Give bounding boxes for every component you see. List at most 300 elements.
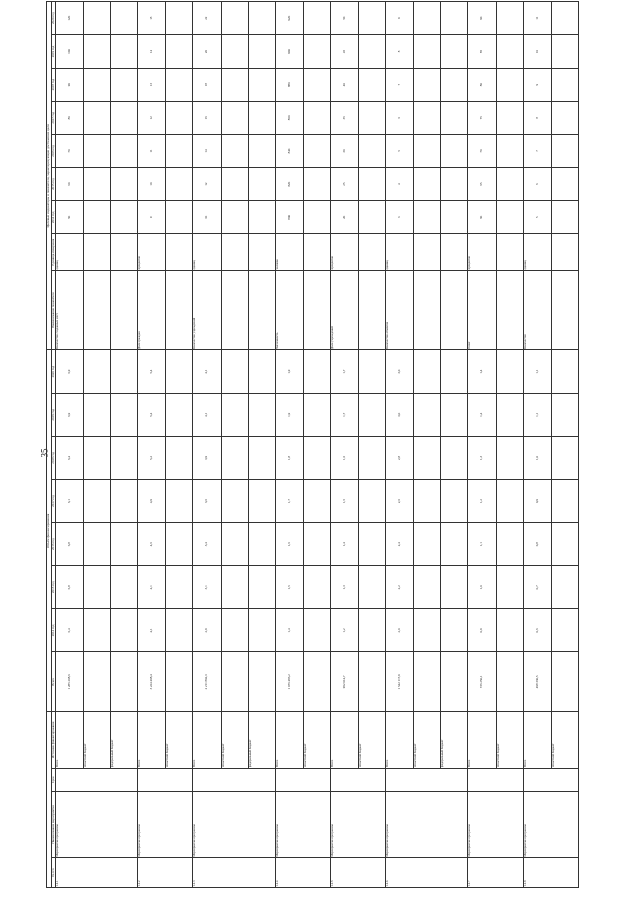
table-cell: 2,4 bbox=[386, 523, 414, 566]
table-cell bbox=[359, 480, 386, 523]
table-cell: 5,4 bbox=[138, 350, 166, 393]
table-row bbox=[193, 2, 221, 888]
table-cell: 8 bbox=[523, 101, 551, 134]
table-cell: 50 bbox=[55, 201, 83, 234]
column-header: 2015 год bbox=[51, 566, 55, 609]
table-cell: Мероприятие программы bbox=[386, 791, 468, 857]
table-cell bbox=[496, 270, 523, 350]
table-cell bbox=[359, 652, 386, 712]
table-cell bbox=[496, 609, 523, 652]
table-cell bbox=[551, 566, 578, 609]
table-cell: 1,2 bbox=[468, 480, 496, 523]
table-cell bbox=[496, 134, 523, 167]
table-cell: 1.2.6 bbox=[386, 858, 468, 888]
table-cell: 1,9 bbox=[275, 350, 303, 393]
table-row bbox=[55, 2, 83, 888]
table-cell bbox=[496, 201, 523, 234]
table-cell: 90 bbox=[468, 2, 496, 35]
table-cell: 800 bbox=[275, 201, 303, 234]
table-cell bbox=[551, 652, 578, 712]
column-header: Источник финансирования bbox=[51, 712, 55, 768]
table-cell bbox=[303, 134, 330, 167]
table-cell: 85 bbox=[468, 35, 496, 68]
table-cell bbox=[359, 436, 386, 479]
table-cell bbox=[84, 436, 111, 479]
table-cell: 6,4 bbox=[55, 436, 83, 479]
table-cell: 3,6 bbox=[193, 480, 221, 523]
table-cell bbox=[359, 609, 386, 652]
table-cell: 14 bbox=[138, 35, 166, 68]
table-cell: 2,9 bbox=[193, 609, 221, 652]
table-cell: единиц bbox=[523, 234, 551, 270]
table-cell bbox=[303, 234, 330, 270]
table-cell: областной бюджет bbox=[221, 712, 248, 768]
table-row bbox=[166, 2, 193, 888]
table-cell: 0,9 bbox=[468, 609, 496, 652]
table-cell bbox=[84, 523, 111, 566]
table-cell bbox=[441, 350, 468, 393]
table-cell bbox=[84, 480, 111, 523]
table-cell: 1.2.8 bbox=[523, 858, 578, 888]
table-cell bbox=[248, 2, 275, 35]
table-cell bbox=[551, 201, 578, 234]
table-cell: 1,8 bbox=[275, 436, 303, 479]
table-cell bbox=[166, 234, 193, 270]
table-cell: 50 bbox=[330, 2, 358, 35]
table-cell: 5 bbox=[386, 134, 414, 167]
table-cell bbox=[248, 436, 275, 479]
table-cell: областной бюджет bbox=[551, 712, 578, 768]
table-cell bbox=[303, 566, 330, 609]
table-cell: 1.2.1 bbox=[55, 858, 137, 888]
table-cell: Всего bbox=[523, 712, 551, 768]
table-cell bbox=[359, 134, 386, 167]
table-cell bbox=[166, 436, 193, 479]
table-cell bbox=[303, 168, 330, 201]
column-header: 2017 год bbox=[51, 101, 55, 134]
table-cell bbox=[303, 201, 330, 234]
table-cell bbox=[84, 2, 111, 35]
table-cell: 6 bbox=[386, 101, 414, 134]
table-cell: Мероприятие программы bbox=[523, 791, 578, 857]
table-cell: 860 bbox=[275, 101, 303, 134]
table-cell: 1,3 bbox=[330, 566, 358, 609]
table-cell: областной бюджет bbox=[496, 712, 523, 768]
table-cell bbox=[111, 201, 138, 234]
table-cell bbox=[166, 566, 193, 609]
table-cell bbox=[248, 101, 275, 134]
table-cell: 1,9 bbox=[275, 393, 303, 436]
table-cell bbox=[111, 609, 138, 652]
table-cell bbox=[359, 2, 386, 35]
column-header: 2018 год bbox=[51, 68, 55, 101]
table-cell: 100 bbox=[55, 35, 83, 68]
table-cell: 75 bbox=[468, 101, 496, 134]
table-cell: 9 bbox=[138, 201, 166, 234]
table-cell: 5,4 bbox=[138, 393, 166, 436]
table-cell bbox=[111, 393, 138, 436]
table-cell bbox=[303, 436, 330, 479]
table-cell: 1,5 bbox=[275, 566, 303, 609]
table-cell bbox=[111, 270, 138, 350]
table-cell bbox=[551, 134, 578, 167]
table-cell bbox=[111, 566, 138, 609]
table-cell: 11 bbox=[138, 134, 166, 167]
table-cell: 962 014,7 bbox=[330, 652, 358, 712]
column-header: 2018 год bbox=[51, 436, 55, 479]
table-cell: 45 bbox=[330, 35, 358, 68]
table-cell bbox=[441, 2, 468, 35]
table-cell: 25 bbox=[330, 168, 358, 201]
table-cell: Охват bbox=[468, 270, 496, 350]
table-cell bbox=[221, 2, 248, 35]
table-cell bbox=[414, 101, 441, 134]
table-cell: 1,5 bbox=[330, 480, 358, 523]
table-cell: Мероприятие программы bbox=[330, 791, 385, 857]
table-cell: 4,1 bbox=[138, 566, 166, 609]
table-cell bbox=[303, 609, 330, 652]
table-cell bbox=[414, 480, 441, 523]
table-row bbox=[386, 2, 414, 888]
table-cell bbox=[166, 2, 193, 35]
table-cell: единиц bbox=[55, 234, 83, 270]
table-cell: 1,2 bbox=[330, 609, 358, 652]
table-cell bbox=[441, 68, 468, 101]
column-header: 2014 год bbox=[51, 609, 55, 652]
table-row bbox=[303, 2, 330, 888]
table-row bbox=[221, 2, 248, 888]
table-cell bbox=[414, 201, 441, 234]
table-cell bbox=[441, 652, 468, 712]
table-cell: 18 bbox=[193, 68, 221, 101]
table-cell bbox=[303, 652, 330, 712]
table-cell: 1.2.4 bbox=[275, 858, 330, 888]
table-cell bbox=[414, 609, 441, 652]
table-cell bbox=[166, 393, 193, 436]
table-cell bbox=[221, 101, 248, 134]
table-cell bbox=[84, 566, 111, 609]
table-cell bbox=[441, 566, 468, 609]
table-cell bbox=[84, 168, 111, 201]
table-row bbox=[414, 2, 441, 888]
column-header: 2019 год bbox=[51, 35, 55, 68]
table-cell bbox=[248, 234, 275, 270]
table-cell: областной бюджет bbox=[414, 712, 441, 768]
table-cell bbox=[111, 134, 138, 167]
table-cell: 2,0 bbox=[386, 609, 414, 652]
table-cell: 0,9 bbox=[523, 480, 551, 523]
table-cell: 14 bbox=[193, 134, 221, 167]
table-cell: процентов bbox=[138, 234, 166, 270]
table-cell bbox=[84, 393, 111, 436]
table-cell bbox=[111, 350, 138, 393]
table-cell: 4,1 bbox=[193, 350, 221, 393]
table-cell: 9 bbox=[523, 68, 551, 101]
table-cell: 20 bbox=[193, 35, 221, 68]
table-cell: 1,7 bbox=[275, 480, 303, 523]
header-indicators: Целевые индикаторы и показатели, характеризующие достижение цели bbox=[47, 2, 52, 351]
table-cell bbox=[551, 270, 578, 350]
table-cell: областной бюджет bbox=[303, 712, 330, 768]
table-row bbox=[551, 2, 578, 888]
table-cell: 6,4 bbox=[55, 609, 83, 652]
column-header: 2014 год bbox=[51, 201, 55, 234]
table-cell bbox=[111, 35, 138, 68]
table-cell bbox=[248, 652, 275, 712]
table-cell: единиц bbox=[386, 234, 414, 270]
table-cell: 120 bbox=[55, 2, 83, 35]
table-cell: 8 bbox=[386, 35, 414, 68]
table-cell bbox=[221, 350, 248, 393]
table-cell bbox=[359, 201, 386, 234]
table-cell bbox=[551, 480, 578, 523]
table-cell bbox=[166, 480, 193, 523]
table-cell: Мероприятие программы bbox=[275, 791, 330, 857]
table-cell: 2 211 802,3 bbox=[193, 652, 221, 712]
table-cell bbox=[248, 168, 275, 201]
table-cell bbox=[359, 566, 386, 609]
table-cell bbox=[414, 350, 441, 393]
table-cell: 7 bbox=[523, 134, 551, 167]
table-cell: 1,3 bbox=[468, 436, 496, 479]
table-cell bbox=[496, 168, 523, 201]
table-cell bbox=[84, 134, 111, 167]
column-header: № п/п bbox=[51, 858, 55, 888]
table-cell bbox=[248, 393, 275, 436]
table-cell: 5 bbox=[523, 201, 551, 234]
table-cell bbox=[111, 523, 138, 566]
table-cell: 40 bbox=[330, 68, 358, 101]
table-cell: 736 250,1 bbox=[468, 652, 496, 712]
table-cell bbox=[303, 350, 330, 393]
table-cell bbox=[248, 566, 275, 609]
table-cell bbox=[84, 270, 111, 350]
table-cell: 920 bbox=[275, 2, 303, 35]
table-cell bbox=[166, 101, 193, 134]
table-cell: 0,8 bbox=[523, 523, 551, 566]
table-cell bbox=[441, 523, 468, 566]
table-cell bbox=[496, 35, 523, 68]
table-row bbox=[441, 2, 468, 888]
table-cell: 80 bbox=[468, 68, 496, 101]
table-cell: 1 285 208,6 bbox=[55, 652, 83, 712]
table-cell bbox=[414, 270, 441, 350]
table-cell: 1.2.7 bbox=[468, 858, 523, 888]
table-cell bbox=[441, 480, 468, 523]
table-cell bbox=[496, 2, 523, 35]
table-cell: 7 bbox=[386, 68, 414, 101]
table-cell bbox=[166, 35, 193, 68]
table-cell bbox=[221, 201, 248, 234]
table-row bbox=[248, 2, 275, 888]
table-cell: 4,1 bbox=[193, 393, 221, 436]
table-cell bbox=[441, 609, 468, 652]
table-row bbox=[275, 2, 303, 888]
table-cell bbox=[303, 523, 330, 566]
column-header: 2016 год bbox=[51, 134, 55, 167]
page-number: 35 bbox=[39, 448, 50, 458]
table-cell: 13 bbox=[138, 68, 166, 101]
table-cell: 3,0 bbox=[386, 350, 414, 393]
table-cell bbox=[55, 768, 137, 791]
column-header: Наименование показателя bbox=[51, 270, 55, 350]
table-cell: 2,8 bbox=[386, 436, 414, 479]
table-cell: человек bbox=[275, 234, 303, 270]
column-header: 2020 год bbox=[51, 350, 55, 393]
header-financing: Объем финансирования bbox=[47, 350, 52, 712]
table-cell: 10 bbox=[138, 168, 166, 201]
table-cell bbox=[166, 270, 193, 350]
table-cell bbox=[551, 350, 578, 393]
table-cell bbox=[303, 35, 330, 68]
table-cell: 880 bbox=[275, 68, 303, 101]
table-cell bbox=[359, 270, 386, 350]
table-cell bbox=[441, 35, 468, 68]
table-cell bbox=[496, 350, 523, 393]
table-cell: 1 076 483,2 bbox=[275, 652, 303, 712]
table-cell: 1,6 bbox=[330, 436, 358, 479]
column-header: 2016 год bbox=[51, 523, 55, 566]
table-cell: 3,9 bbox=[193, 436, 221, 479]
table-cell bbox=[359, 393, 386, 436]
table-cell bbox=[248, 134, 275, 167]
table-cell bbox=[359, 101, 386, 134]
column-header: Срок bbox=[51, 768, 55, 791]
table-cell bbox=[496, 234, 523, 270]
table-cell bbox=[496, 101, 523, 134]
table-cell bbox=[111, 101, 138, 134]
table-cell: 3,4 bbox=[193, 523, 221, 566]
table-cell bbox=[551, 101, 578, 134]
table-cell bbox=[414, 134, 441, 167]
table-cell: 70 bbox=[55, 134, 83, 167]
table-cell bbox=[248, 609, 275, 652]
table-cell bbox=[359, 168, 386, 201]
table-cell: 3,0 bbox=[386, 393, 414, 436]
table-cell bbox=[303, 2, 330, 35]
table-cell bbox=[248, 350, 275, 393]
table-cell bbox=[496, 566, 523, 609]
table-cell: 6 bbox=[523, 168, 551, 201]
table-cell bbox=[441, 201, 468, 234]
table-cell bbox=[414, 436, 441, 479]
table-cell bbox=[414, 35, 441, 68]
table-cell bbox=[221, 436, 248, 479]
table-cell: 820 bbox=[275, 168, 303, 201]
table-cell bbox=[441, 270, 468, 350]
table-cell: Количество учреждений bbox=[193, 270, 221, 350]
table-cell: 65 bbox=[468, 168, 496, 201]
table-cell: Доля учреждений bbox=[330, 270, 358, 350]
table-cell bbox=[496, 436, 523, 479]
table-cell bbox=[523, 768, 578, 791]
rotated-table-frame bbox=[46, 1, 579, 888]
table-row bbox=[359, 2, 386, 888]
table-cell: 20 bbox=[330, 201, 358, 234]
table-cell bbox=[84, 652, 111, 712]
table-cell bbox=[111, 652, 138, 712]
table-cell bbox=[414, 168, 441, 201]
table-cell: 1,4 bbox=[275, 609, 303, 652]
table-cell: 0,6 bbox=[523, 609, 551, 652]
table-cell bbox=[551, 609, 578, 652]
table-cell: 3 bbox=[386, 201, 414, 234]
table-cell: 80 bbox=[55, 101, 83, 134]
table-cell bbox=[414, 68, 441, 101]
table-cell bbox=[221, 609, 248, 652]
table-cell bbox=[359, 350, 386, 393]
table-cell bbox=[551, 436, 578, 479]
column-header: Единица измерения bbox=[51, 234, 55, 270]
table-cell: Всего bbox=[330, 712, 358, 768]
table-cell bbox=[166, 134, 193, 167]
table-cell bbox=[414, 234, 441, 270]
table-cell bbox=[551, 393, 578, 436]
table-row bbox=[468, 2, 496, 888]
table-cell bbox=[221, 35, 248, 68]
table-cell: 3,1 bbox=[193, 566, 221, 609]
table-cell: 35 bbox=[330, 101, 358, 134]
table-cell bbox=[84, 101, 111, 134]
table-cell bbox=[551, 234, 578, 270]
table-cell bbox=[221, 652, 248, 712]
table-cell: 1,7 bbox=[330, 350, 358, 393]
table-cell bbox=[330, 768, 385, 791]
table-cell: Количество созданных мест bbox=[55, 270, 83, 350]
table-cell: 22 bbox=[193, 2, 221, 35]
table-cell bbox=[84, 234, 111, 270]
table-cell bbox=[496, 480, 523, 523]
table-cell: 6,1 bbox=[55, 480, 83, 523]
table-cell bbox=[248, 68, 275, 101]
table-cell: федеральный бюджет bbox=[111, 712, 138, 768]
table-cell bbox=[359, 68, 386, 101]
table-cell: 0,7 bbox=[523, 566, 551, 609]
table-cell bbox=[468, 768, 523, 791]
table-cell: Всего bbox=[55, 712, 83, 768]
table-cell bbox=[303, 101, 330, 134]
table-cell: 60 bbox=[468, 201, 496, 234]
table-cell bbox=[441, 101, 468, 134]
table-cell: 1,1 bbox=[523, 393, 551, 436]
table-cell: 11 bbox=[523, 2, 551, 35]
table-row bbox=[496, 2, 523, 888]
table-cell bbox=[414, 2, 441, 35]
table-cell: 1.2.5 bbox=[330, 858, 385, 888]
table-cell bbox=[84, 35, 111, 68]
table-cell bbox=[166, 350, 193, 393]
table-cell bbox=[414, 393, 441, 436]
table-cell: 4,6 bbox=[138, 523, 166, 566]
table-cell: 16 bbox=[193, 101, 221, 134]
program-table bbox=[46, 1, 579, 888]
table-cell bbox=[221, 480, 248, 523]
table-cell: 1,0 bbox=[468, 566, 496, 609]
table-cell bbox=[414, 523, 441, 566]
table-cell: 1,0 bbox=[523, 436, 551, 479]
table-cell bbox=[359, 35, 386, 68]
table-cell: 6,8 bbox=[55, 566, 83, 609]
table-cell bbox=[248, 523, 275, 566]
table-cell bbox=[275, 768, 330, 791]
table-cell: Количество bbox=[523, 270, 551, 350]
table-cell bbox=[221, 68, 248, 101]
table-cell bbox=[551, 523, 578, 566]
table-cell bbox=[248, 201, 275, 234]
table-cell: 3 224 408,4 bbox=[138, 652, 166, 712]
table-cell bbox=[303, 270, 330, 350]
table-cell: 1 542 117,9 bbox=[386, 652, 414, 712]
